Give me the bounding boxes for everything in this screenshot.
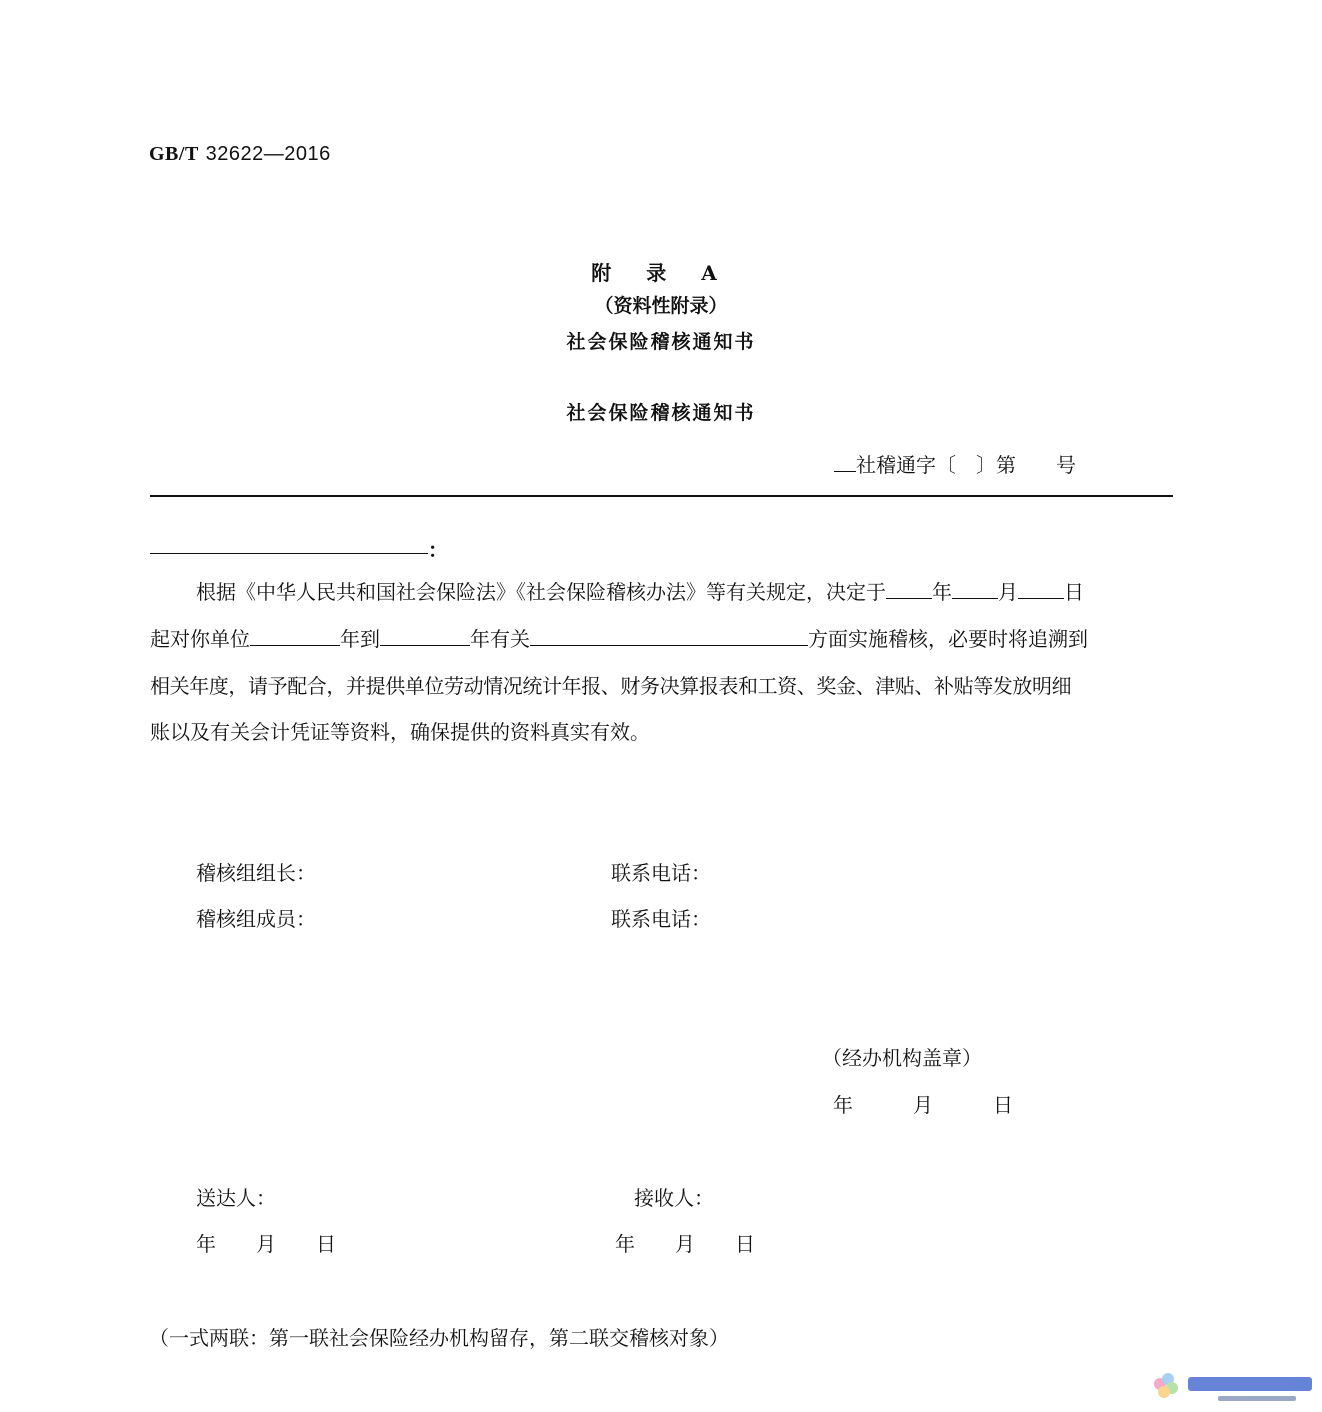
- addressee-blank: [150, 553, 428, 554]
- appendix-subtitle: （资料性附录）: [594, 295, 728, 317]
- paragraph-line-4: 账以及有关会计凭证等资料，确保提供的资料真实有效。: [150, 720, 650, 744]
- blank-start-year: [250, 629, 340, 646]
- audit-member-label: 稽核组成员：: [196, 907, 316, 931]
- audit-member-phone-label: 联系电话：: [611, 907, 711, 931]
- doc-number: [834, 449, 1076, 478]
- sender-label: 送达人：: [196, 1186, 276, 1210]
- paragraph-line-3: 相关年度，请予配合，并提供单位劳动情况统计年报、财务决算报表和工资、奖金、津贴、补贴等发放明细: [150, 674, 1072, 698]
- appendix-heading: 社会保险稽核通知书: [566, 331, 756, 353]
- watermark-logo: [1148, 1368, 1318, 1412]
- seal-date: 年 月 日: [833, 1093, 1013, 1117]
- blank-end-year: [380, 629, 470, 646]
- receiver-label: 接收人：: [634, 1186, 714, 1210]
- notice-title: 社会保险稽核通知书: [566, 402, 756, 424]
- doc-number-text: 社稽通字〔 〕第 号: [856, 453, 1076, 477]
- paragraph-line-2: 起对你单位 年到 年有关 方面实施稽核，必要时将追溯到: [150, 627, 1088, 651]
- header-rule: [150, 495, 1173, 497]
- doc-number-blank: [834, 453, 856, 472]
- sender-date: 年 月 日: [196, 1232, 336, 1256]
- audit-leader-label: 稽核组组长：: [196, 861, 316, 885]
- paragraph-line-1: 根据《中华人民共和国社会保险法》《社会保险稽核办法》等有关规定，决定于 年 月 日: [196, 580, 1084, 604]
- addressee-colon: ：: [428, 538, 448, 562]
- seal-label: （经办机构盖章）: [822, 1046, 982, 1070]
- standard-number: 32622—2016: [205, 143, 331, 165]
- audit-leader-phone-label: 联系电话：: [611, 861, 711, 885]
- watermark-logo-icon: [1148, 1368, 1318, 1408]
- blank-day: [1018, 582, 1064, 599]
- standard-prefix: GB/T: [149, 143, 199, 165]
- standard-code: [149, 141, 331, 166]
- blank-month: [952, 582, 998, 599]
- blank-year: [886, 582, 932, 599]
- receiver-date: 年 月 日: [615, 1232, 755, 1256]
- appendix-title: 附 录 A: [591, 261, 731, 285]
- blank-aspect: [530, 629, 808, 646]
- footer-note: （一式两联：第一联社会保险经办机构留存，第二联交稽核对象）: [149, 1326, 729, 1350]
